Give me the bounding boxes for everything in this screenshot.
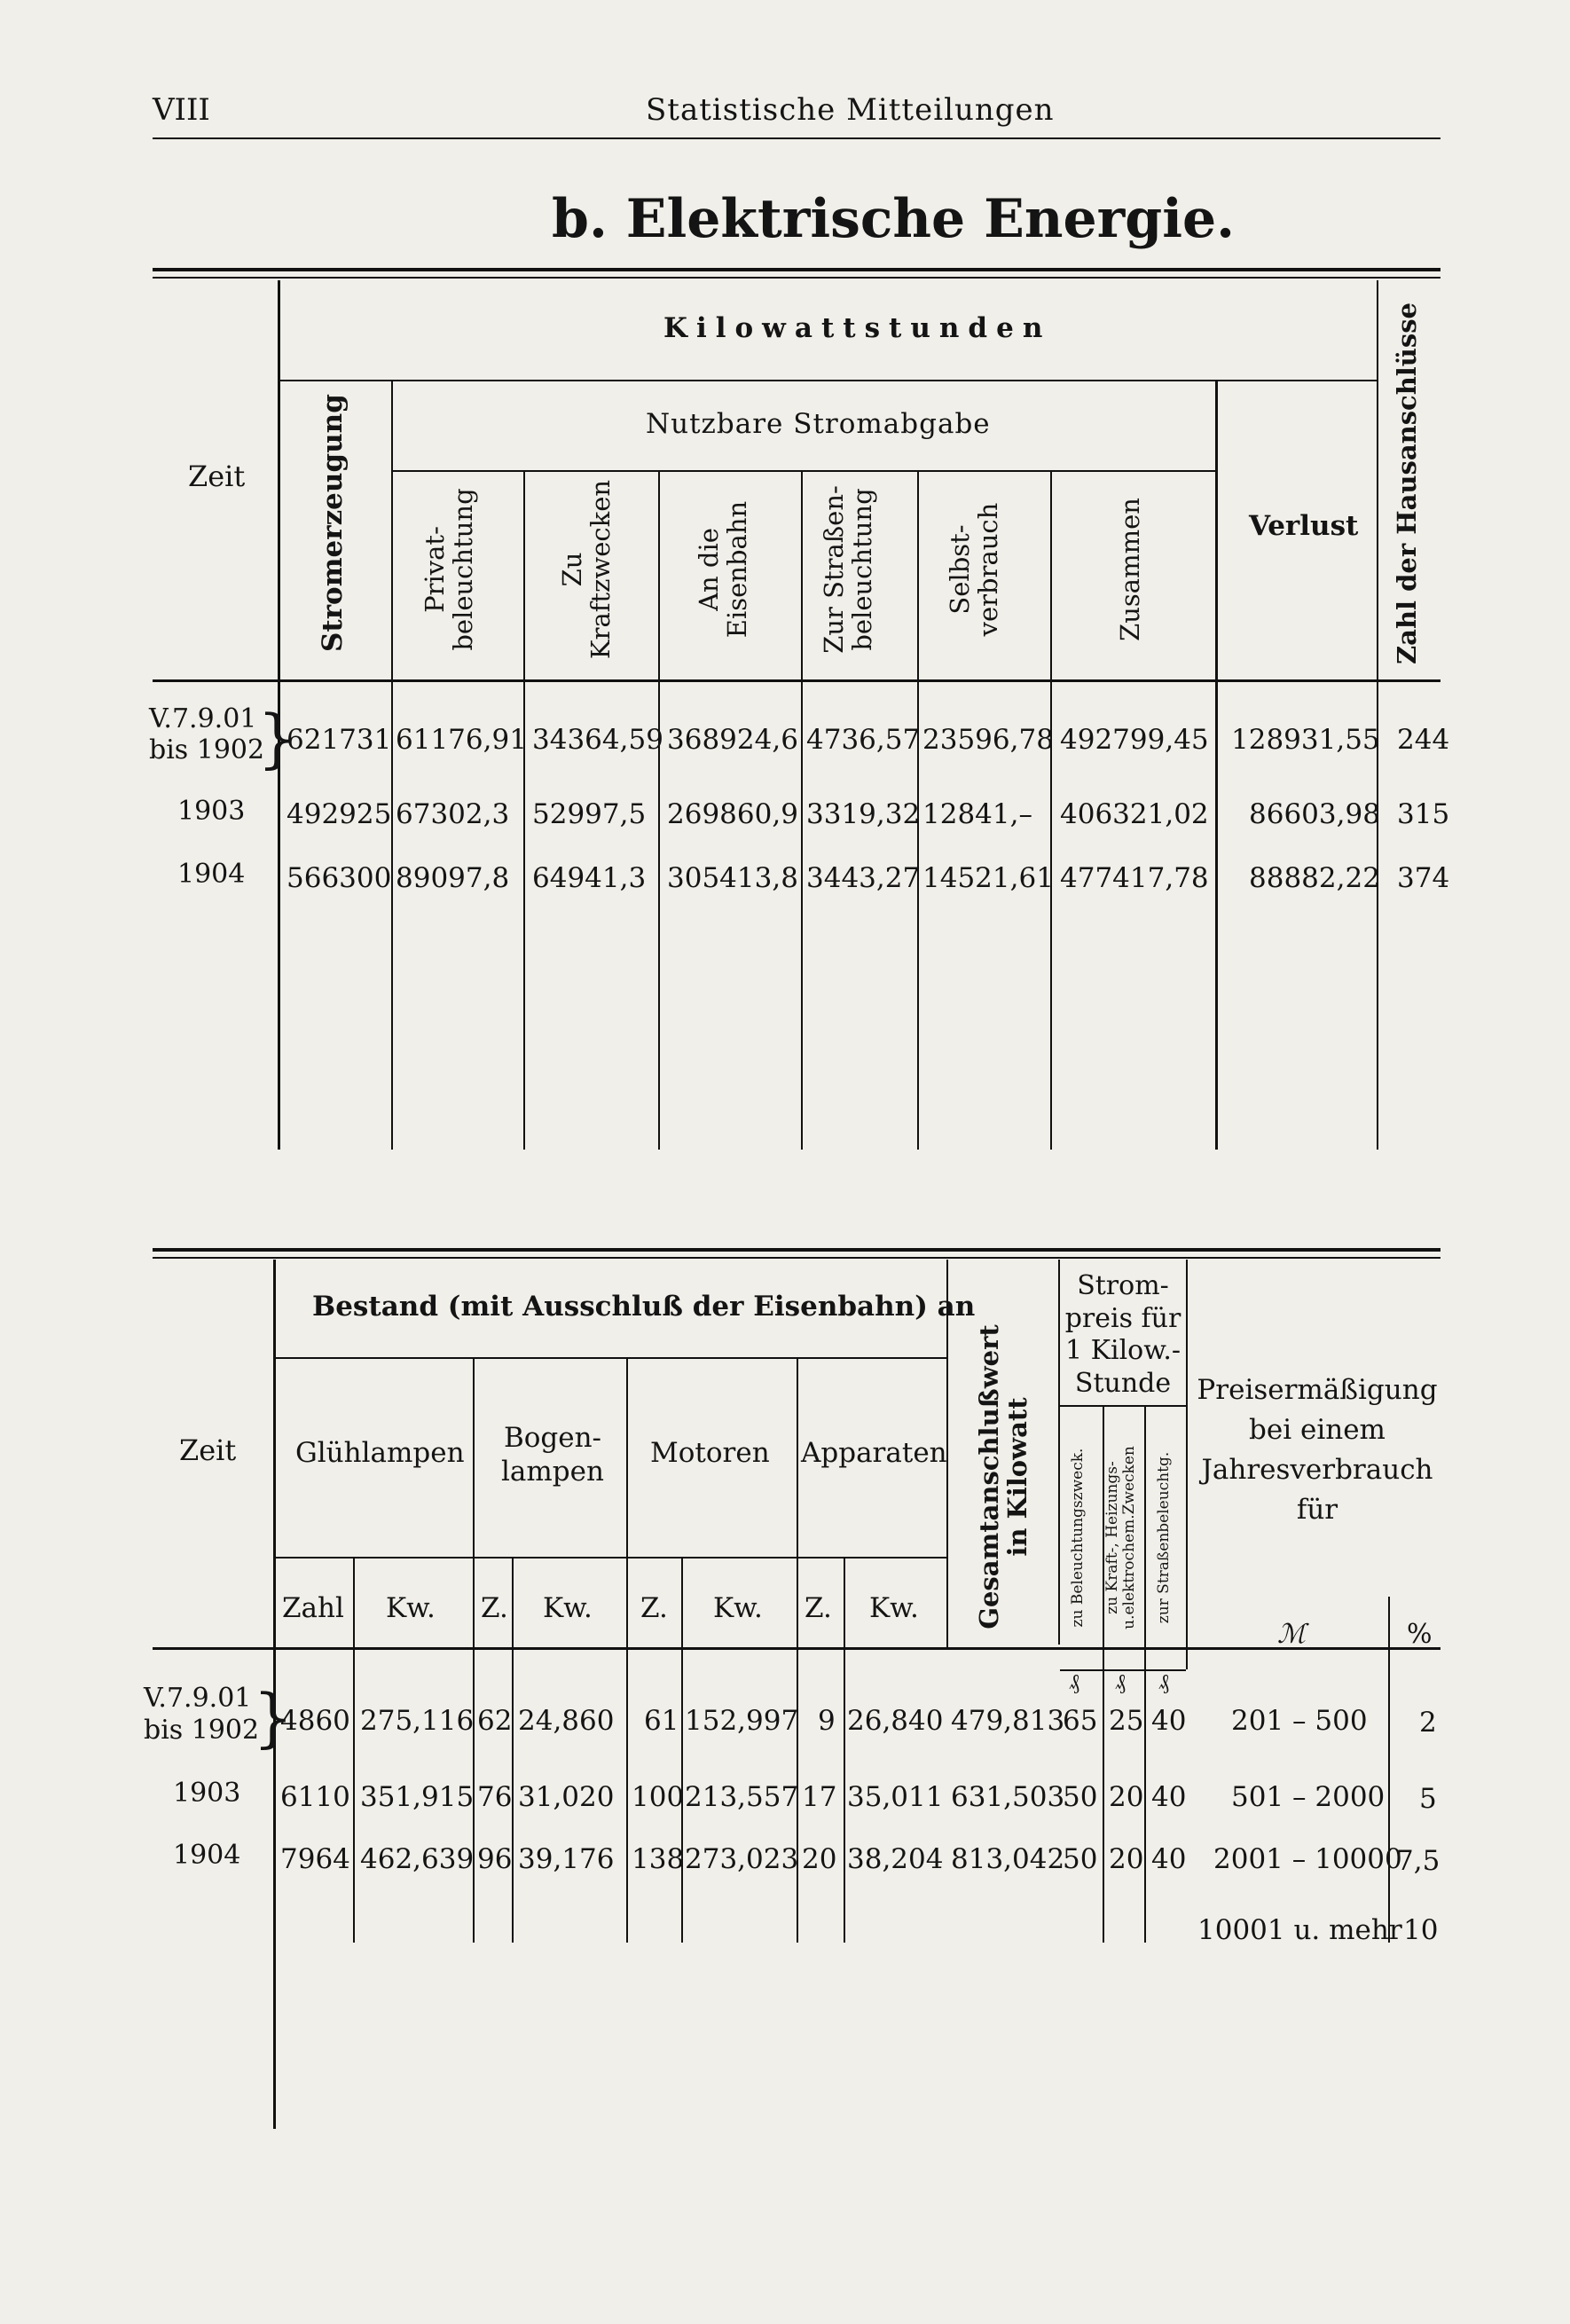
- col-header-strassenbeleuchtung-preis: zur Straßenbeleuchtg.: [1155, 1451, 1173, 1624]
- table2-bestand-title: Bestand (mit Ausschluß der Eisenbahn) an: [312, 1291, 976, 1323]
- table1-group-title: Kilowattstunden: [663, 312, 1052, 344]
- col-header-beleuchtungszweck: zu Beleuchtungszweck.: [1069, 1448, 1087, 1628]
- table1-top-rule: [153, 268, 1440, 271]
- col-header-strompreis: Strom- preis für 1 Kilow.- Stunde: [1064, 1270, 1181, 1399]
- header-rule: [153, 137, 1440, 139]
- col-header-verlust: Verlust: [1249, 510, 1359, 542]
- pfennig-symbol: ₰: [1069, 1669, 1079, 1694]
- page-number: VIII: [153, 92, 210, 128]
- col-header-eisenbahn: An die Eisenbahn: [694, 500, 752, 639]
- col-header-gesamtanschlusswert: Gesamtanschlußwert in Kilowatt: [974, 1324, 1032, 1629]
- col-header-apparaten: Apparaten: [801, 1437, 947, 1469]
- table2-top-rule: [153, 1248, 1440, 1252]
- col-header-selbstverbrauch: Selbst- verbrauch: [945, 502, 1003, 637]
- col-header-kraftzwecke: Zu Kraftzwecken: [557, 479, 616, 660]
- table1-zeit-header: Zeit: [188, 459, 246, 493]
- col-header-zusammen: Zusammen: [1115, 498, 1145, 641]
- col-header-preisermaessigung: Preisermäßigung bei einem Jahresverbrauch für: [1197, 1374, 1438, 1526]
- subheader-kw: Kw.: [386, 1592, 436, 1624]
- subheader-kw: Kw.: [713, 1592, 763, 1624]
- pfennig-symbol: ₰: [1158, 1669, 1169, 1694]
- subheader-z: Z.: [640, 1592, 668, 1624]
- section-title: b. Elektrische Energie.: [552, 188, 1236, 250]
- subheader-kw: Kw.: [869, 1592, 919, 1624]
- col-header-stromerzeugung: Stromerzeugung: [317, 394, 349, 652]
- mark-symbol: ℳ: [1277, 1619, 1307, 1650]
- table1-subgroup-title: Nutzbare Stromabgabe: [646, 408, 991, 440]
- subheader-kw: Kw.: [543, 1592, 593, 1624]
- col-header-privatbeleuchtung: Privat- beleuchtung: [420, 488, 478, 651]
- col-header-motoren: Motoren: [650, 1437, 770, 1469]
- col-header-hausanschluesse: Zahl der Hausanschlüsse: [1392, 302, 1422, 665]
- col-header-gluehlampen: Glühlampen: [295, 1437, 465, 1469]
- scanned-page: VIII Statistische Mitteilungen b. Elektrische Energie. Zeit Kilowattstunden Nutzbare Stromabgabe Stromerzeugung Privat- beleuchtung Zu Kraftzwecken An die Eisenbahn Zur Straßen- beleuchtung Selbst- verbrauch Zusammen Verlust Zahl der Hausanschlüsse V.7.9.01 bis 1902 } 621731 61176,91 34364,59 368924,6 4736,57 23596,78 492799,45 128931,55 244 1903 492925 67302,3 52997,5 269860,9 3319,32 12841,– 406321,02 86603,98 315 1904 566300 89097,8 64941,3 305413,8 3443,27 14521,61 477417,78 88882,22 374 Zeit Bestand (mit Ausschluß der Eisenbahn) an Glühlampen Bogen- lampen Motoren Apparaten Zahl Kw. Z. Kw. Z. Kw. Z. Kw. Gesamtanschlußwert in Kilowatt Strom- preis für 1 Kilow.- Stunde zu Beleuchtungszweck. zu Kraft-, Heizungs- u.elektrochem.Zwecken zur Straßenbeleuchtg. ₰ ₰ ₰ Preisermäßigung bei einem Jahresverbrauch für ℳ % V.7.9.01 bis 1902 } 4860 275,116 62 24,860 61 152,997 9 26,840 479,813 65 25 40 201 – 500 2 1903 6110 351,915 76 31,020 100 213,557 17 35,011 631,503 50 20 40 501 – 2000 5 1904 7964 462,639 96 39,176 138 273,023 20 38,204 813,042 50 20 40 2001 – 10000 7,5 10001 u. mehr 10: [0, 0, 1570, 2324]
- pfennig-symbol: ₰: [1115, 1669, 1126, 1694]
- col-header-bogenlampen: Bogen- lampen: [501, 1422, 604, 1488]
- subheader-z: Z.: [805, 1592, 832, 1624]
- percent-symbol: %: [1407, 1619, 1433, 1650]
- table2-zeit-header: Zeit: [179, 1433, 237, 1467]
- col-header-strassenbeleuchtung: Zur Straßen- beleuchtung: [819, 485, 877, 654]
- subheader-z: Z.: [481, 1592, 508, 1624]
- col-header-kraft-heizung: zu Kraft-, Heizungs- u.elektrochem.Zwecken: [1103, 1446, 1138, 1629]
- running-title: Statistische Mitteilungen: [646, 92, 1055, 128]
- subheader-zahl: Zahl: [282, 1592, 344, 1624]
